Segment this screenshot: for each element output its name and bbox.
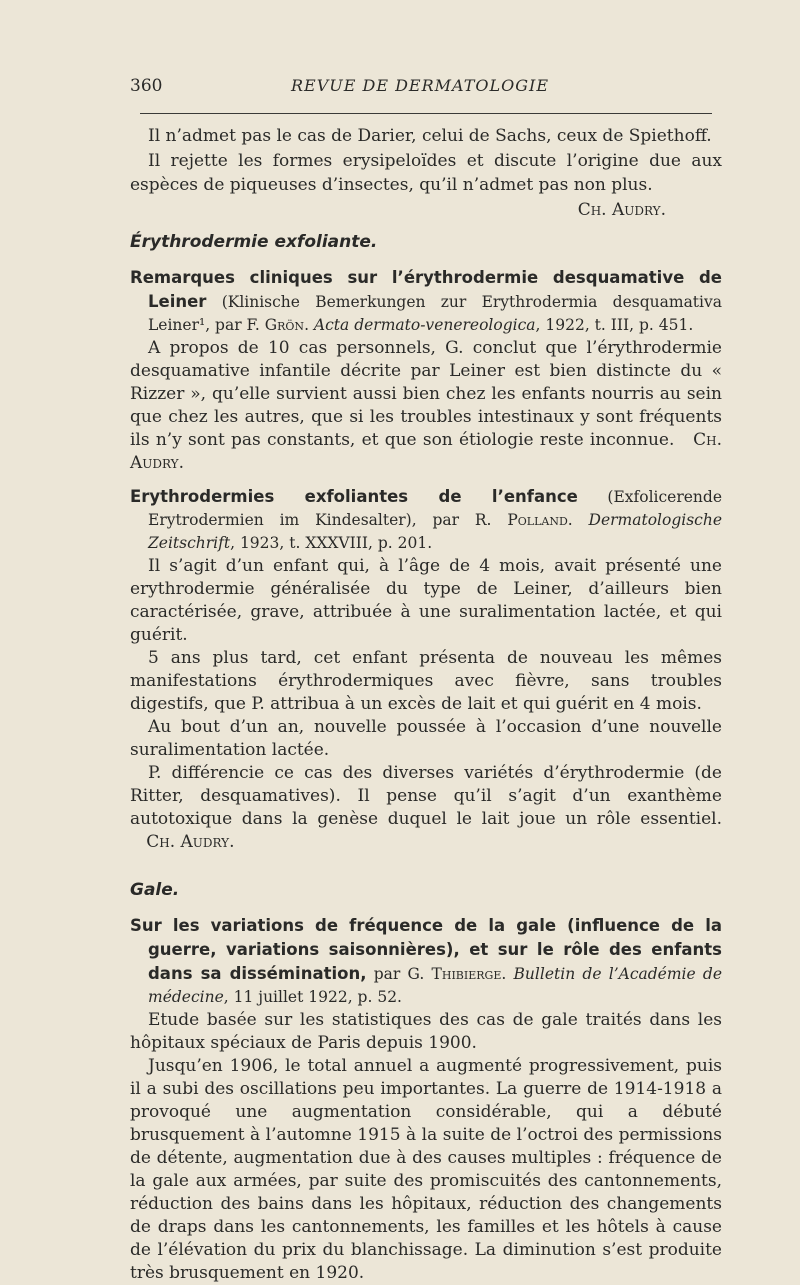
- entry-polland-title: Erythrodermies exfoliantes de l’enfance: [130, 487, 578, 507]
- entry-thibierge-title: Sur les variations de fréquence de la gale (influence de la guerre, variations saisonnières), et sur le rôle des enfants dans sa dissémination,: [130, 916, 722, 984]
- entry-polland-paragraph-2: 5 ans plus tard, cet enfant présenta de nouveau les mêmes manifestations érythrodermiques avec fièvre, sans troubles digestifs, que P. attribua à un excès de lait et qui guérit en 4 mois.: [130, 648, 722, 715]
- entry-leiner-ref-c: , 1922, t. III, p. 451.: [535, 316, 694, 335]
- entry-polland-author: Polland: [507, 511, 568, 530]
- entry-leiner-journal: Acta dermato-venereologica: [313, 316, 536, 335]
- entry-leiner-title: Remarques cliniques sur l’érythrodermie desquamative de Leiner: [130, 268, 722, 312]
- entry-leiner: [130, 266, 722, 475]
- entry-polland-paragraph-4-text: P. différencie ce cas des diverses variétés d’érythrodermie (de Ritter, desquamatives). Il pense qu’il s’agit d’un exanthème autotoxique dans la genèse duquel le lait joue un rôle essentiel.: [130, 763, 722, 830]
- entry-thibierge-ref-c: , 11 juillet 1922, p. 52.: [223, 988, 402, 1007]
- entry-leiner-ref-a: (Klinische Bemerkungen zur Erythrodermia desquamativa Leiner¹, par F.: [148, 293, 722, 335]
- entry-leiner-body-text: A propos de 10 cas personnels, G. conclut que l’érythrodermie desquamative infantile décrite par Leiner est bien distincte du « Rizzer », qu’elle survient aussi bien chez les enfants nourris au sein que chez les autres, que si les troubles intestinaux y sont fréquents ils n’y sont pas constants, et que son étiologie reste inconnue.: [130, 338, 722, 451]
- entry-polland-paragraph-4: [130, 762, 722, 854]
- entry-thibierge-paragraph-1: Etude basée sur les statistiques des cas de gale traités dans les hôpitaux spéciaux de Paris depuis 1900.: [130, 1010, 722, 1054]
- entry-polland-ref-b: .: [567, 511, 589, 530]
- entry-thibierge-journal: Bulletin de l’Académie de médecine: [148, 965, 722, 1007]
- entry-polland-ref-c: , 1923, t. XXXVIII, p. 201.: [230, 534, 433, 553]
- entry-leiner-body: [130, 337, 722, 475]
- entry-thibierge-heading: [130, 914, 722, 1009]
- intro-paragraph-1: Il n’admet pas le cas de Darier, celui de Sachs, ceux de Spiethoff.: [148, 126, 712, 146]
- entry-thibierge-ref-a: par G.: [366, 965, 432, 984]
- intro-signature: [130, 198, 722, 223]
- entry-thibierge-paragraph-2: Jusqu’en 1906, le total annuel a augmenté progressivement, puis il a subi des oscillations peu importantes. La guerre de 1914-1918 a provoqué une augmentation considérable, qui a débuté brusquement à l’automne 1915 à la suite de l’octroi des permissions de détente, augmentation due à des causes multiples : fréquence de la gale aux armées, par suite des promiscuités des cantonnements, réduction des bains dans les hôpitaux, réduction des changements de draps dans les cantonnements, les familles et les hôtels à cause de l’élévation du prix du blanchissage. La diminution s’est produite très brusquement en 1920.: [130, 1056, 722, 1284]
- signature-text: Ch. Audry.: [577, 199, 666, 220]
- entry-polland-signature: Ch. Audry.: [146, 832, 235, 853]
- entry-polland-heading: [130, 485, 722, 555]
- entry-thibierge: [130, 914, 722, 1285]
- entry-polland-ref-a: (Exfolicerende Erytrodermien im Kindesalter), par R.: [148, 488, 722, 530]
- entry-polland-paragraph-3: Au bout d’un an, nouvelle poussée à l’occasion d’une nouvelle suralimentation lactée.: [130, 717, 722, 761]
- entry-polland-journal: Dermatologische Zeitschrift: [148, 511, 722, 553]
- entry-leiner-heading: [130, 266, 722, 337]
- running-title: REVUE DE DERMATOLOGIE: [290, 76, 550, 95]
- entry-leiner-ref-b: .: [304, 316, 314, 335]
- section-heading-gale: Gale.: [130, 880, 180, 901]
- entry-leiner-signature: Ch. Audry.: [130, 430, 722, 474]
- entry-polland-paragraph-1: Il s’agit d’un enfant qui, à l’âge de 4 mois, avait présenté une erythrodermie généralisée du type de Leiner, d’ailleurs bien caractérisée, grave, attribuée à une suralimentation lactée, et qui guérit.: [130, 556, 722, 646]
- page-content: [130, 124, 722, 1285]
- page-header: [130, 76, 710, 100]
- header-rule: [140, 113, 712, 114]
- entry-thibierge-author: Thibierge: [431, 965, 502, 984]
- page-number: 360: [130, 76, 163, 96]
- section-heading-erythrodermie: Érythrodermie exfoliante.: [130, 232, 378, 253]
- entry-leiner-author: Grön: [264, 316, 305, 335]
- intro-paragraph-2: Il rejette les formes erysipeloïdes et discute l’origine due aux espèces de piqueuses d’insectes, qu’il n’admet pas non plus.: [130, 150, 722, 196]
- entry-polland: [130, 485, 722, 854]
- entry-thibierge-ref-b: .: [501, 965, 514, 984]
